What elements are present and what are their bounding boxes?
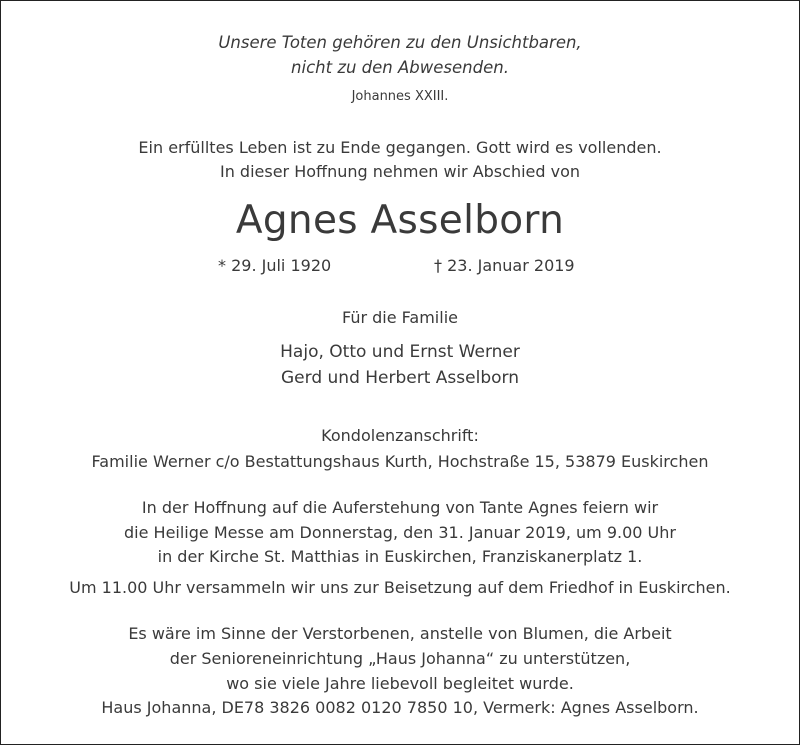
mass-line-1: In der Hoffnung auf die Auferstehung von Tante Agnes feiern wir: [141, 498, 659, 517]
motto-author: Johannes XXIII.: [351, 89, 449, 104]
donation-line-2: der Senioreneinrichtung „Haus Johanna“ zu unterstützen,: [169, 649, 631, 668]
mass-line-2: die Heilige Messe am Donnerstag, den 31. Januar 2019, um 9.00 Uhr: [124, 523, 676, 542]
intro-line-1: Ein erfülltes Leben ist zu Ende gegangen. Gott wird es vollenden.: [138, 138, 662, 157]
birth-date: * 29. Juli 1920: [218, 256, 332, 275]
intro-line-2: In dieser Hoffnung nehmen wir Abschied von: [219, 162, 581, 181]
deceased-name: Agnes Asselborn: [235, 198, 565, 243]
family-heading: Für die Familie: [342, 308, 458, 327]
mass-line-3: in der Kirche St. Matthias in Euskirchen, Franziskanerplatz 1.: [157, 547, 643, 566]
donation-line-1: Es wäre im Sinne der Verstorbenen, anstelle von Blumen, die Arbeit: [128, 624, 672, 643]
death-date: † 23. Januar 2019: [434, 256, 575, 275]
family-line-2: Gerd und Herbert Asselborn: [281, 368, 519, 388]
burial-line: Um 11.00 Uhr versammeln wir uns zur Beisetzung auf dem Friedhof in Euskirchen.: [69, 578, 731, 597]
condolence-heading: Kondolenzanschrift:: [321, 426, 479, 445]
motto-line-2: nicht zu den Abwesenden.: [291, 58, 509, 77]
motto-line-1: Unsere Toten gehören zu den Unsichtbaren,: [218, 33, 582, 52]
family-line-1: Hajo, Otto und Ernst Werner: [280, 342, 520, 362]
condolence-address: Familie Werner c/o Bestattungshaus Kurth, Hochstraße 15, 53879 Euskirchen: [91, 452, 709, 471]
donation-line-3: wo sie viele Jahre liebevoll begleitet wurde.: [226, 674, 574, 693]
donation-line-4: Haus Johanna, DE78 3826 0082 0120 7850 10, Vermerk: Agnes Asselborn.: [101, 698, 699, 717]
